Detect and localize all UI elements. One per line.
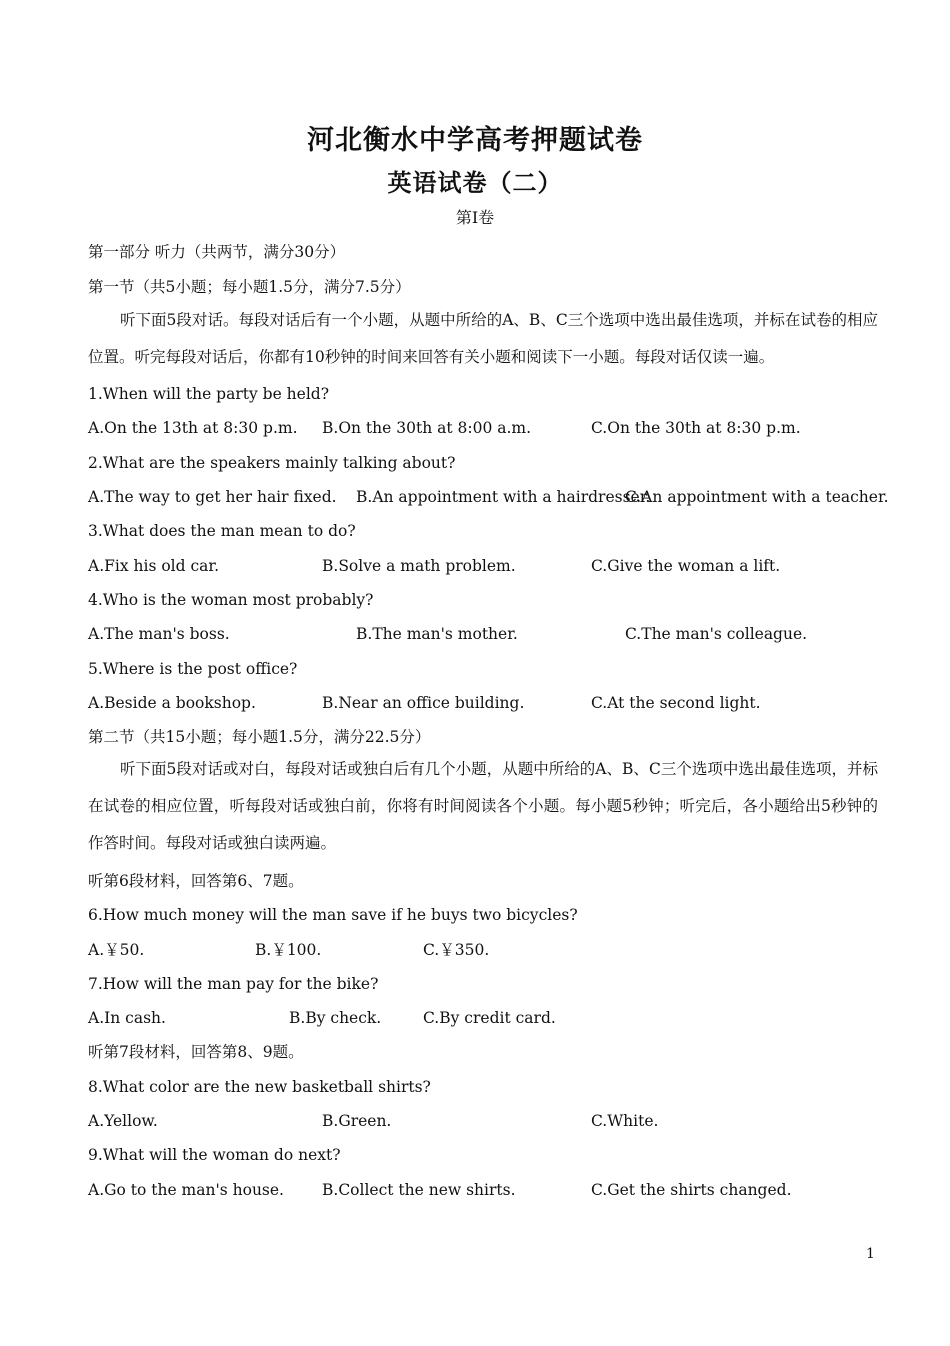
question-3: 3.What does the man mean to do? <box>88 522 356 540</box>
q9-option-c: C.Get the shirts changed. <box>591 1181 792 1199</box>
q8-option-c: C.White. <box>591 1112 659 1130</box>
q1-option-a: A.On the 13th at 8:30 p.m. <box>88 419 298 437</box>
section1-instructions: 听下面5段对话。每段对话后有一个小题，从题中所给的A、B、C三个选项中选出最佳选项，并标在试卷的相应位置。听完每段对话后，你都有10秒钟的时间来回答有关小题和阅读下一小题。每段对话仅读一遍。 <box>88 311 878 366</box>
q4-option-c: C.The man's colleague. <box>625 625 808 643</box>
q4-option-b: B.The man's mother. <box>356 625 518 643</box>
section2-instructions: 听下面5段对话或对白，每段对话或独白后有几个小题，从题中所给的A、B、C三个选项中选出最佳选项，并标在试卷的相应位置，听每段对话或独白前，你将有时间阅读各个小题。每小题5秒钟；听完后，各小题给出5秒钟的作答时间。每段对话或独白读两遍。 <box>88 760 878 852</box>
question-5: 5.Where is the post office? <box>88 660 298 678</box>
q5-option-b: B.Near an office building. <box>322 694 525 712</box>
q6-option-b: B.￥100. <box>255 941 322 959</box>
q2-option-b: B.An appointment with a hairdresser. <box>356 488 651 506</box>
q9-option-b: B.Collect the new shirts. <box>322 1181 516 1199</box>
exam-subtitle: 英语试卷（二） <box>387 169 563 197</box>
page-number: 1 <box>866 1246 875 1262</box>
q4-option-a: A.The man's boss. <box>88 625 230 643</box>
q3-option-a: A.Fix his old car. <box>88 557 220 575</box>
section2-heading: 第二节（共15小题；每小题1.5分，满分22.5分） <box>88 728 431 746</box>
q5-option-a: A.Beside a bookshop. <box>88 694 256 712</box>
part1-heading: 第一部分 听力（共两节，满分30分） <box>88 243 346 261</box>
q9-option-a: A.Go to the man's house. <box>88 1181 284 1199</box>
material-6-note: 听第6段材料，回答第6、7题。 <box>88 872 304 890</box>
q7-option-c: C.By credit card. <box>423 1009 556 1027</box>
q7-option-a: A.In cash. <box>88 1009 166 1027</box>
question-6: 6.How much money will the man save if he buys two bicycles? <box>88 906 578 924</box>
q6-option-c: C.￥350. <box>423 941 490 959</box>
q1-option-b: B.On the 30th at 8:00 a.m. <box>322 419 532 437</box>
question-7: 7.How will the man pay for the bike? <box>88 975 379 993</box>
q7-option-b: B.By check. <box>289 1009 382 1027</box>
question-9: 9.What will the woman do next? <box>88 1146 341 1164</box>
q3-option-b: B.Solve a math problem. <box>322 557 516 575</box>
q1-option-c: C.On the 30th at 8:30 p.m. <box>591 419 801 437</box>
section1-heading: 第一节（共5小题；每小题1.5分，满分7.5分） <box>88 278 411 296</box>
q8-option-b: B.Green. <box>322 1112 392 1130</box>
question-2: 2.What are the speakers mainly talking about? <box>88 454 456 472</box>
q3-option-c: C.Give the woman a lift. <box>591 557 781 575</box>
q2-option-a: A.The way to get her hair fixed. <box>88 488 337 506</box>
material-7-note: 听第7段材料，回答第8、9题。 <box>88 1043 304 1061</box>
question-1: 1.When will the party be held? <box>88 385 330 403</box>
q8-option-a: A.Yellow. <box>88 1112 158 1130</box>
question-4: 4.Who is the woman most probably? <box>88 591 374 609</box>
q5-option-c: C.At the second light. <box>591 694 761 712</box>
q6-option-a: A.￥50. <box>88 941 145 959</box>
exam-title: 河北衡水中学高考押题试卷 <box>307 125 643 156</box>
q2-option-c: C.An appointment with a teacher. <box>625 488 889 506</box>
volume-label: 第Ⅰ卷 <box>455 208 495 227</box>
question-8: 8.What color are the new basketball shirts? <box>88 1078 431 1096</box>
